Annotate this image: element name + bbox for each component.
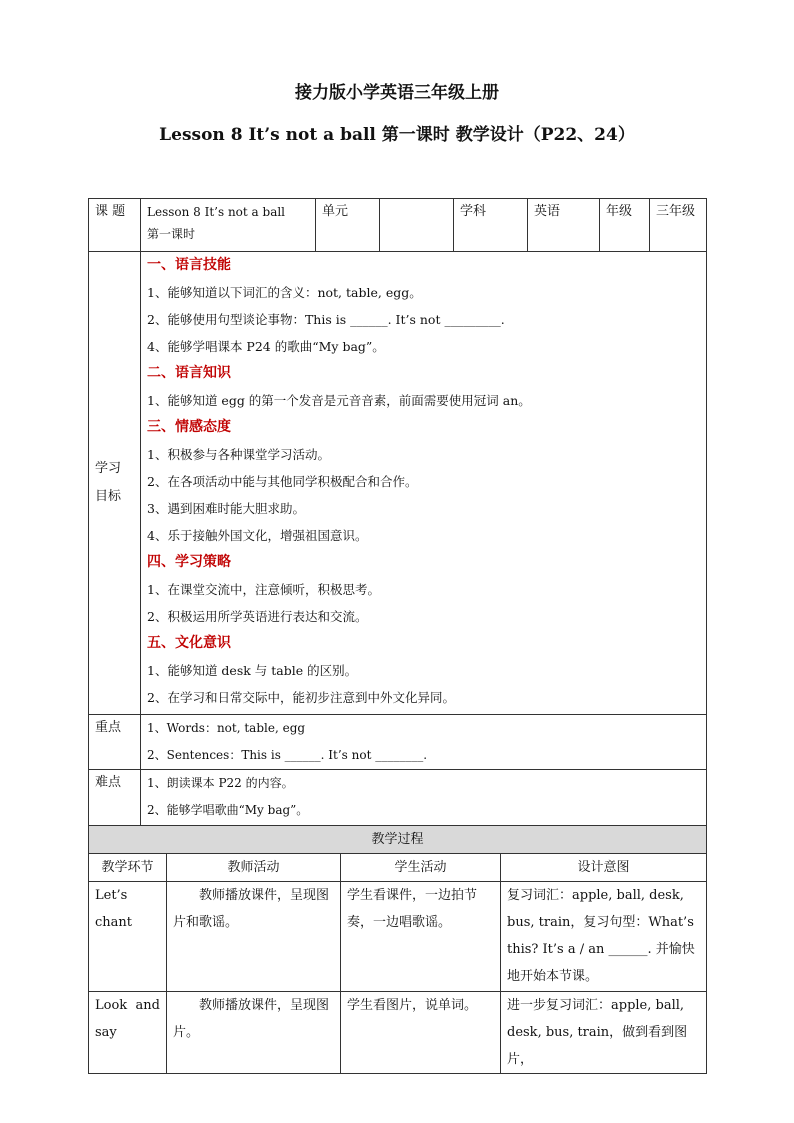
topic-value-english: Lesson 8 It’s not a ball xyxy=(147,205,286,219)
col-header-stage: 教学环节 xyxy=(89,854,167,882)
goal-section-heading: 三、情感态度 xyxy=(147,419,231,435)
difficulties-row xyxy=(89,770,707,827)
difficulties-line-2: 2、能够学唱歌曲“My bag”。 xyxy=(147,803,309,817)
goal-item: 1、能够知道以下词汇的含义：not, table, egg。 xyxy=(147,285,422,300)
goal-item: 1、积极参与各种课堂学习活动。 xyxy=(147,447,330,462)
process-student: 学生看图片，说单词。 xyxy=(341,992,501,1074)
process-title: 教学过程 xyxy=(89,826,707,854)
goals-label xyxy=(89,252,141,715)
process-teacher: 教师播放课件，呈现图片和歌谣。 xyxy=(167,882,341,992)
topic-value xyxy=(141,199,316,252)
subject-label: 学科 xyxy=(454,199,528,252)
grade-value: 三年级 xyxy=(650,199,707,252)
goals-row xyxy=(89,252,707,715)
goal-item: 2、积极运用所学英语进行表达和交流。 xyxy=(147,609,368,624)
goal-section-heading: 四、学习策略 xyxy=(147,554,231,570)
col-header-student: 学生活动 xyxy=(341,854,501,882)
topic-row xyxy=(89,199,707,252)
goal-item: 4、能够学唱课本 P24 的歌曲“My bag”。 xyxy=(147,339,385,354)
document-title: 接力版小学英语三年级上册 xyxy=(295,83,499,103)
lesson-info-table xyxy=(88,198,707,827)
keypoints-label: 重点 xyxy=(89,715,141,770)
goal-section-heading: 五、文化意识 xyxy=(147,635,231,651)
process-intent: 进一步复习词汇：apple, ball, desk, bus, train，做到看到图片， xyxy=(501,992,707,1074)
process-row xyxy=(89,992,707,1074)
process-intent: 复习词汇：apple, ball, desk, bus, train，复习句型：What’s this? It’s a / an ______. 并愉快地开始本节课。 xyxy=(501,882,707,992)
goal-item: 2、能够使用句型谈论事物：This is ______. It’s not _________. xyxy=(147,312,505,327)
col-header-intent: 设计意图 xyxy=(501,854,707,882)
process-stage: Let’s chant xyxy=(89,882,167,992)
goals-label-line-1: 学习 xyxy=(95,461,122,476)
process-row xyxy=(89,882,707,992)
keypoints-line-2: 2、Sentences：This is ______. It’s not ________. xyxy=(147,748,428,762)
process-teacher: 教师播放课件，呈现图片。 xyxy=(167,992,341,1074)
unit-value xyxy=(380,199,454,252)
goals-content xyxy=(141,252,707,715)
process-title-row xyxy=(89,826,707,854)
goal-section-heading: 一、语言技能 xyxy=(147,257,231,273)
teaching-process-table xyxy=(88,825,707,1074)
goal-item: 1、能够知道 egg 的第一个发音是元音音素，前面需要使用冠词 an。 xyxy=(147,393,531,408)
goal-item: 2、在学习和日常交际中，能初步注意到中外文化异同。 xyxy=(147,690,455,705)
process-header-row xyxy=(89,854,707,882)
goals-label-line-2: 目标 xyxy=(95,489,122,504)
keypoints-line-1: 1、Words：not, table, egg xyxy=(147,721,306,735)
goal-item: 4、乐于接触外国文化，增强祖国意识。 xyxy=(147,528,368,543)
process-stage: Look and say xyxy=(89,992,167,1074)
goal-item: 3、遇到困难时能大胆求助。 xyxy=(147,501,305,516)
goal-item: 2、在各项活动中能与其他同学积极配合和合作。 xyxy=(147,474,418,489)
keypoints-content xyxy=(141,715,707,770)
process-student: 学生看课件，一边拍节奏，一边唱歌谣。 xyxy=(341,882,501,992)
keypoints-row xyxy=(89,715,707,770)
goal-section-heading: 二、语言知识 xyxy=(147,365,231,381)
topic-label: 课 题 xyxy=(89,199,141,252)
goal-item: 1、在课堂交流中，注意倾听，积极思考。 xyxy=(147,582,380,597)
difficulties-content xyxy=(141,770,707,827)
unit-label: 单元 xyxy=(316,199,380,252)
subject-value: 英语 xyxy=(528,199,600,252)
grade-label: 年级 xyxy=(600,199,650,252)
difficulties-label: 难点 xyxy=(89,770,141,827)
topic-value-period: 第一课时 xyxy=(147,227,196,241)
col-header-teacher: 教师活动 xyxy=(167,854,341,882)
goal-item: 1、能够知道 desk 与 table 的区别。 xyxy=(147,663,358,678)
difficulties-line-1: 1、朗读课本 P22 的内容。 xyxy=(147,776,294,790)
document-subtitle: Lesson 8 It’s not a ball 第一课时 教学设计（P22、24） xyxy=(159,125,635,145)
